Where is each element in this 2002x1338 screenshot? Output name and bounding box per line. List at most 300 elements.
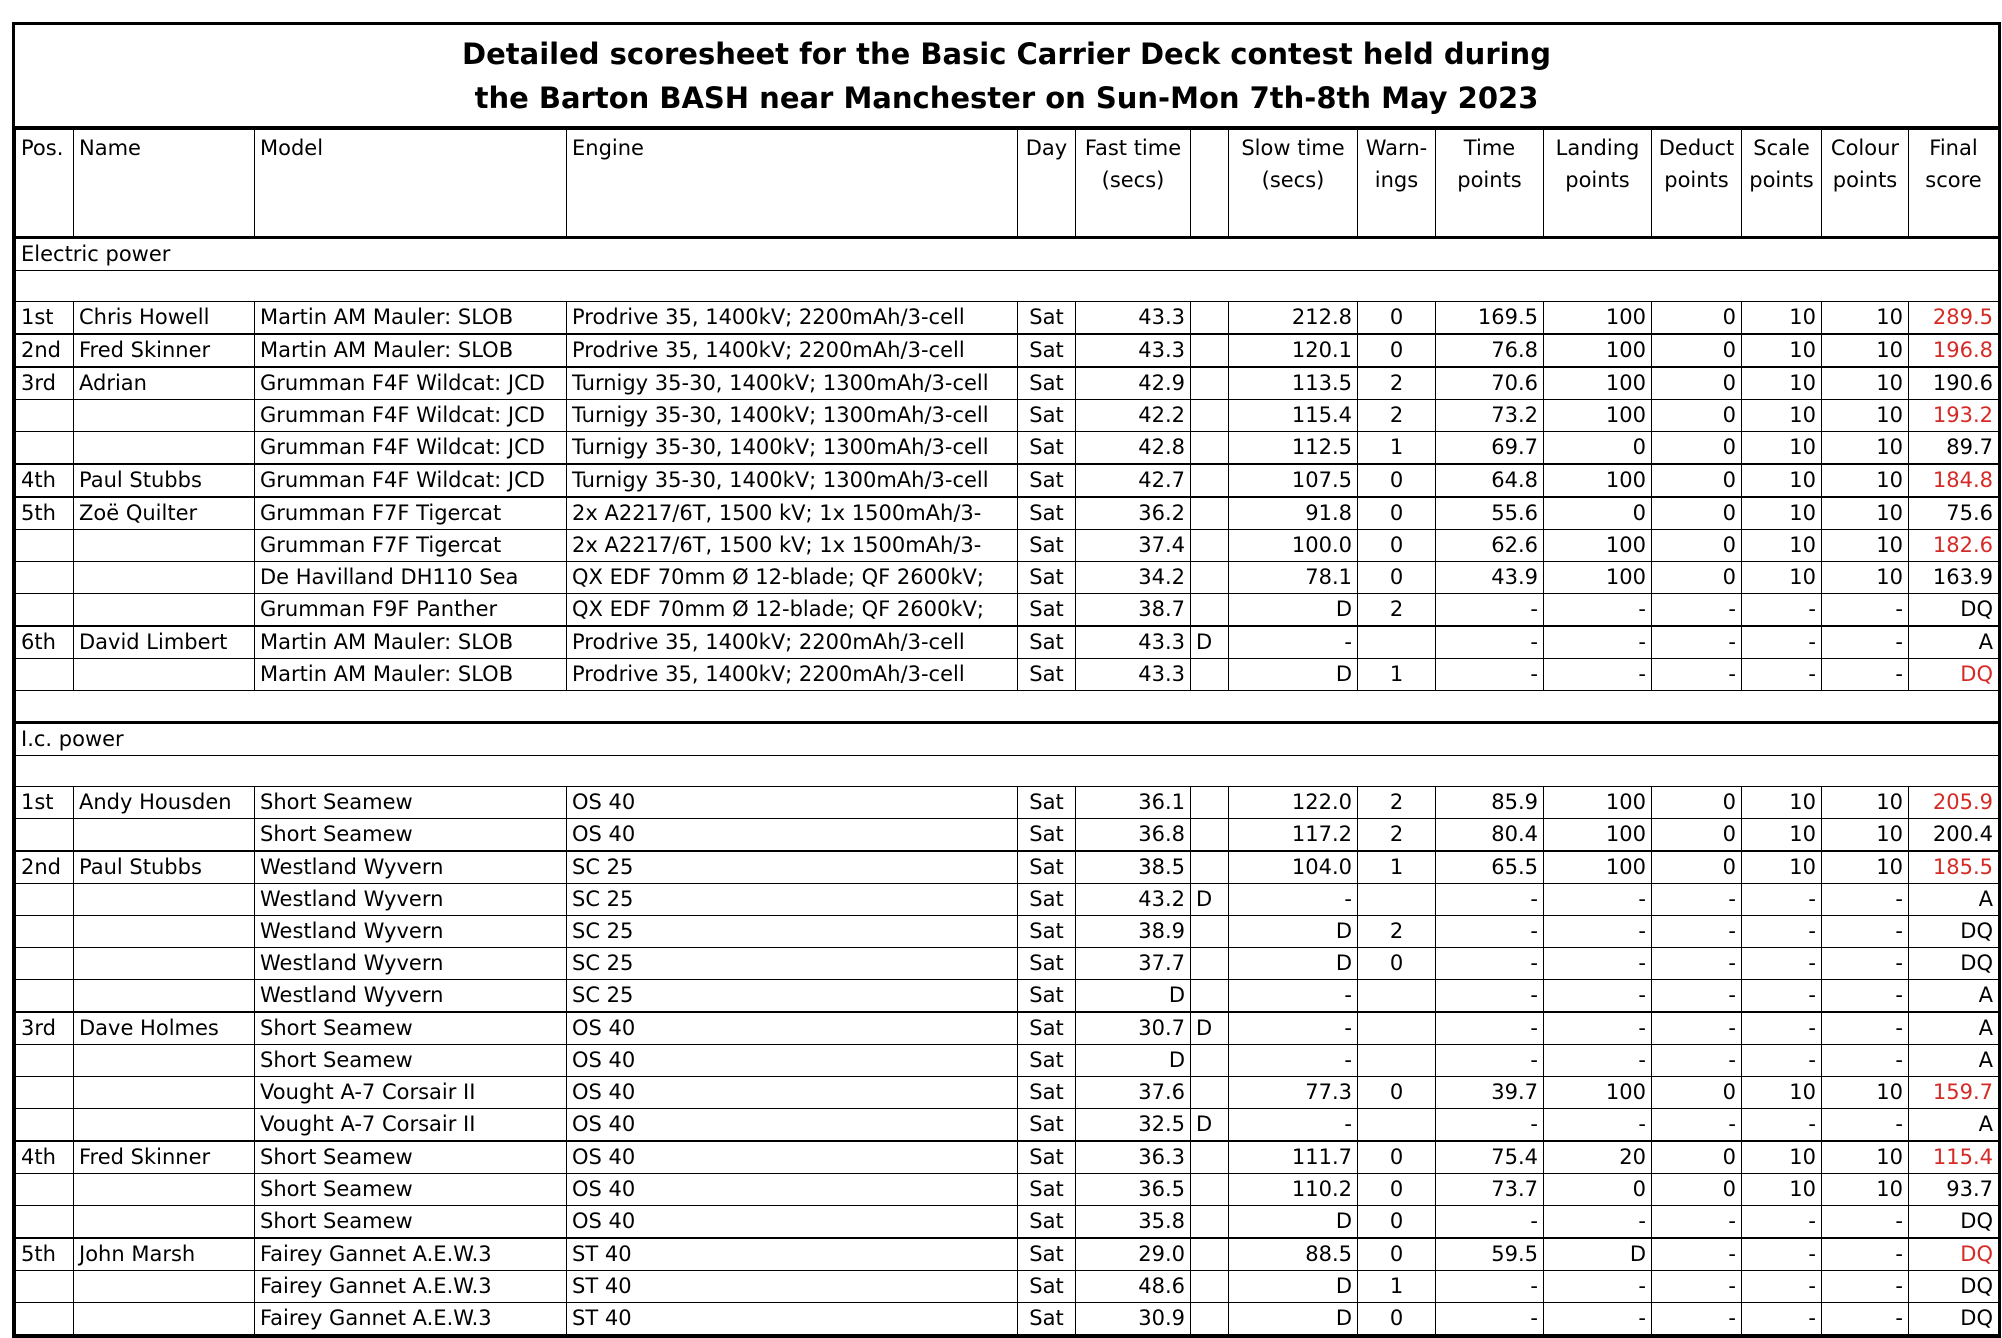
engine-cell: OS 40 <box>567 819 1018 852</box>
pos-cell <box>16 1303 74 1335</box>
warnings-cell: 0 <box>1358 562 1436 594</box>
engine-cell: 2x A2217/6T, 1500 kV; 1x 1500mAh/3- <box>567 497 1018 530</box>
warnings-cell: 0 <box>1358 1077 1436 1109</box>
day-cell: Sat <box>1018 1238 1076 1271</box>
table-row <box>16 1206 1999 1239</box>
section-label: I.c. power <box>16 723 1999 756</box>
colour-points-cell: 10 <box>1822 819 1909 852</box>
name-cell: David Limbert <box>74 626 255 659</box>
landing-points-cell: - <box>1544 1045 1652 1077</box>
pos-cell: 5th <box>16 497 74 530</box>
pos-cell: 6th <box>16 626 74 659</box>
final-score-cell: DQ <box>1909 948 1999 980</box>
model-cell: Short Seamew <box>255 819 567 852</box>
slow-time-cell: D <box>1229 594 1358 627</box>
engine-cell: SC 25 <box>567 948 1018 980</box>
final-score-cell: 190.6 <box>1909 367 1999 400</box>
section-gap <box>16 691 1999 723</box>
score-table-body <box>16 238 1999 1335</box>
name-cell <box>74 432 255 465</box>
name-cell <box>74 1109 255 1142</box>
colour-points-cell: - <box>1822 884 1909 916</box>
final-score-cell: 185.5 <box>1909 851 1999 884</box>
warnings-cell: 2 <box>1358 400 1436 432</box>
final-score-cell: 115.4 <box>1909 1141 1999 1174</box>
final-score-cell: 182.6 <box>1909 530 1999 562</box>
time-points-cell: - <box>1436 1303 1544 1335</box>
table-row <box>16 497 1999 530</box>
landing-points-cell: 100 <box>1544 302 1652 335</box>
scale-points-cell: - <box>1742 1303 1822 1335</box>
table-row <box>16 948 1999 980</box>
deduct-points-cell: 0 <box>1652 1174 1742 1206</box>
header-slow-time: Slow time (secs) <box>1229 130 1358 238</box>
final-score-cell: 89.7 <box>1909 432 1999 465</box>
fast-time-cell: 35.8 <box>1076 1206 1191 1239</box>
final-score-cell: 196.8 <box>1909 334 1999 367</box>
flag-cell <box>1191 1206 1229 1239</box>
landing-points-cell: 100 <box>1544 1077 1652 1109</box>
warnings-cell: 0 <box>1358 497 1436 530</box>
engine-cell: Prodrive 35, 1400kV; 2200mAh/3-cell <box>567 334 1018 367</box>
deduct-points-cell: - <box>1652 1238 1742 1271</box>
day-cell: Sat <box>1018 787 1076 819</box>
flag-cell <box>1191 948 1229 980</box>
pos-cell: 2nd <box>16 334 74 367</box>
colour-points-cell: - <box>1822 1109 1909 1142</box>
flag-cell <box>1191 1303 1229 1335</box>
slow-time-cell: 78.1 <box>1229 562 1358 594</box>
engine-cell: Turnigy 35-30, 1400kV; 1300mAh/3-cell <box>567 400 1018 432</box>
model-cell: Westland Wyvern <box>255 851 567 884</box>
fast-time-cell: D <box>1076 980 1191 1013</box>
scale-points-cell: 10 <box>1742 819 1822 852</box>
time-points-cell: - <box>1436 594 1544 627</box>
name-cell: Adrian <box>74 367 255 400</box>
slow-time-cell: - <box>1229 980 1358 1013</box>
pos-cell: 4th <box>16 1141 74 1174</box>
name-cell <box>74 948 255 980</box>
final-score-cell: DQ <box>1909 1271 1999 1303</box>
engine-cell: OS 40 <box>567 1045 1018 1077</box>
model-cell: Short Seamew <box>255 1141 567 1174</box>
deduct-points-cell: 0 <box>1652 819 1742 852</box>
landing-points-cell: - <box>1544 594 1652 627</box>
fast-time-cell: 43.3 <box>1076 334 1191 367</box>
colour-points-cell: 10 <box>1822 530 1909 562</box>
final-score-cell: A <box>1909 1012 1999 1045</box>
colour-points-cell: 10 <box>1822 562 1909 594</box>
landing-points-cell: - <box>1544 1303 1652 1335</box>
scale-points-cell: - <box>1742 659 1822 691</box>
table-row <box>16 980 1999 1013</box>
day-cell: Sat <box>1018 851 1076 884</box>
final-score-cell: 93.7 <box>1909 1174 1999 1206</box>
engine-cell: OS 40 <box>567 787 1018 819</box>
landing-points-cell: 0 <box>1544 497 1652 530</box>
model-cell: Short Seamew <box>255 1174 567 1206</box>
fast-time-cell: D <box>1076 1045 1191 1077</box>
flag-cell <box>1191 464 1229 497</box>
engine-cell: OS 40 <box>567 1174 1018 1206</box>
scale-points-cell: 10 <box>1742 334 1822 367</box>
slow-time-cell: D <box>1229 1303 1358 1335</box>
flag-cell <box>1191 432 1229 465</box>
engine-cell: QX EDF 70mm Ø 12-blade; QF 2600kV; <box>567 562 1018 594</box>
landing-points-cell: 100 <box>1544 400 1652 432</box>
table-row <box>16 302 1999 335</box>
colour-points-cell: 10 <box>1822 334 1909 367</box>
section-spacer <box>16 271 1999 302</box>
table-row <box>16 916 1999 948</box>
model-cell: Grumman F7F Tigercat <box>255 530 567 562</box>
deduct-points-cell: 0 <box>1652 530 1742 562</box>
engine-cell: ST 40 <box>567 1303 1018 1335</box>
score-table <box>15 129 1999 1335</box>
flag-cell <box>1191 851 1229 884</box>
colour-points-cell: 10 <box>1822 851 1909 884</box>
flag-cell <box>1191 400 1229 432</box>
pos-cell <box>16 530 74 562</box>
warnings-cell: 0 <box>1358 1303 1436 1335</box>
engine-cell: ST 40 <box>567 1238 1018 1271</box>
table-row <box>16 819 1999 852</box>
table-row <box>16 594 1999 627</box>
fast-time-cell: 48.6 <box>1076 1271 1191 1303</box>
final-score-cell: 200.4 <box>1909 819 1999 852</box>
header-time-points: Time points <box>1436 130 1544 238</box>
deduct-points-cell: 0 <box>1652 562 1742 594</box>
engine-cell: SC 25 <box>567 980 1018 1013</box>
scale-points-cell: - <box>1742 916 1822 948</box>
day-cell: Sat <box>1018 562 1076 594</box>
pos-cell <box>16 819 74 852</box>
fast-time-cell: 30.7 <box>1076 1012 1191 1045</box>
day-cell: Sat <box>1018 819 1076 852</box>
time-points-cell: 69.7 <box>1436 432 1544 465</box>
table-row <box>16 367 1999 400</box>
warnings-cell <box>1358 980 1436 1013</box>
table-row <box>16 851 1999 884</box>
deduct-points-cell: - <box>1652 1012 1742 1045</box>
page-title <box>15 25 1998 129</box>
colour-points-cell: 10 <box>1822 400 1909 432</box>
time-points-cell: - <box>1436 1271 1544 1303</box>
deduct-points-cell: 0 <box>1652 787 1742 819</box>
day-cell: Sat <box>1018 1303 1076 1335</box>
name-cell: John Marsh <box>74 1238 255 1271</box>
final-score-cell: A <box>1909 980 1999 1013</box>
name-cell <box>74 916 255 948</box>
colour-points-cell: 10 <box>1822 1174 1909 1206</box>
colour-points-cell: 10 <box>1822 302 1909 335</box>
name-cell <box>74 562 255 594</box>
deduct-points-cell: - <box>1652 1271 1742 1303</box>
name-cell <box>74 659 255 691</box>
table-row <box>16 400 1999 432</box>
landing-points-cell: - <box>1544 659 1652 691</box>
deduct-points-cell: - <box>1652 626 1742 659</box>
engine-cell: OS 40 <box>567 1012 1018 1045</box>
fast-time-cell: 42.2 <box>1076 400 1191 432</box>
scale-points-cell: 10 <box>1742 1141 1822 1174</box>
scale-points-cell: - <box>1742 948 1822 980</box>
model-cell: Fairey Gannet A.E.W.3 <box>255 1271 567 1303</box>
time-points-cell: 80.4 <box>1436 819 1544 852</box>
colour-points-cell: - <box>1822 1206 1909 1239</box>
engine-cell: OS 40 <box>567 1206 1018 1239</box>
scale-points-cell: 10 <box>1742 530 1822 562</box>
landing-points-cell: - <box>1544 948 1652 980</box>
time-points-cell: 39.7 <box>1436 1077 1544 1109</box>
landing-points-cell: - <box>1544 980 1652 1013</box>
warnings-cell: 0 <box>1358 1206 1436 1239</box>
name-cell <box>74 594 255 627</box>
deduct-points-cell: 0 <box>1652 302 1742 335</box>
engine-cell: OS 40 <box>567 1077 1018 1109</box>
colour-points-cell: - <box>1822 1303 1909 1335</box>
warnings-cell: 1 <box>1358 432 1436 465</box>
deduct-points-cell: - <box>1652 916 1742 948</box>
colour-points-cell: - <box>1822 1238 1909 1271</box>
flag-cell <box>1191 530 1229 562</box>
landing-points-cell: - <box>1544 626 1652 659</box>
landing-points-cell: - <box>1544 1206 1652 1239</box>
day-cell: Sat <box>1018 302 1076 335</box>
fast-time-cell: 36.1 <box>1076 787 1191 819</box>
fast-time-cell: 43.3 <box>1076 626 1191 659</box>
fast-time-cell: 30.9 <box>1076 1303 1191 1335</box>
landing-points-cell: - <box>1544 1109 1652 1142</box>
scale-points-cell: 10 <box>1742 497 1822 530</box>
deduct-points-cell: - <box>1652 1206 1742 1239</box>
table-row <box>16 1174 1999 1206</box>
day-cell: Sat <box>1018 400 1076 432</box>
deduct-points-cell: 0 <box>1652 1141 1742 1174</box>
time-points-cell: - <box>1436 1206 1544 1239</box>
scale-points-cell: 10 <box>1742 562 1822 594</box>
section-header <box>16 723 1999 756</box>
time-points-cell: 64.8 <box>1436 464 1544 497</box>
warnings-cell: 0 <box>1358 334 1436 367</box>
warnings-cell: 0 <box>1358 530 1436 562</box>
slow-time-cell: D <box>1229 1271 1358 1303</box>
name-cell: Paul Stubbs <box>74 851 255 884</box>
model-cell: Grumman F9F Panther <box>255 594 567 627</box>
slow-time-cell: D <box>1229 916 1358 948</box>
flag-cell <box>1191 980 1229 1013</box>
engine-cell: ST 40 <box>567 1271 1018 1303</box>
final-score-cell: 159.7 <box>1909 1077 1999 1109</box>
warnings-cell: 2 <box>1358 819 1436 852</box>
slow-time-cell: 77.3 <box>1229 1077 1358 1109</box>
scale-points-cell: 10 <box>1742 1077 1822 1109</box>
deduct-points-cell: - <box>1652 1109 1742 1142</box>
table-row <box>16 1303 1999 1335</box>
warnings-cell: 1 <box>1358 659 1436 691</box>
final-score-cell: 289.5 <box>1909 302 1999 335</box>
final-score-cell: DQ <box>1909 659 1999 691</box>
model-cell: Vought A-7 Corsair II <box>255 1077 567 1109</box>
colour-points-cell: - <box>1822 626 1909 659</box>
header-landing-points: Landing points <box>1544 130 1652 238</box>
flag-cell <box>1191 1271 1229 1303</box>
name-cell <box>74 1303 255 1335</box>
landing-points-cell: - <box>1544 916 1652 948</box>
flag-cell <box>1191 659 1229 691</box>
fast-time-cell: 36.3 <box>1076 1141 1191 1174</box>
warnings-cell <box>1358 884 1436 916</box>
model-cell: Short Seamew <box>255 787 567 819</box>
name-cell <box>74 400 255 432</box>
slow-time-cell: 111.7 <box>1229 1141 1358 1174</box>
name-cell: Paul Stubbs <box>74 464 255 497</box>
scale-points-cell: - <box>1742 1238 1822 1271</box>
pos-cell <box>16 1206 74 1239</box>
pos-cell <box>16 1271 74 1303</box>
time-points-cell: - <box>1436 626 1544 659</box>
header-warnings: Warn-ings <box>1358 130 1436 238</box>
warnings-cell: 0 <box>1358 464 1436 497</box>
colour-points-cell: 10 <box>1822 787 1909 819</box>
model-cell: De Havilland DH110 Sea <box>255 562 567 594</box>
day-cell: Sat <box>1018 1141 1076 1174</box>
colour-points-cell: - <box>1822 948 1909 980</box>
header-fast-time: Fast time (secs) <box>1076 130 1191 238</box>
landing-points-cell: 0 <box>1544 432 1652 465</box>
section-header <box>16 238 1999 271</box>
slow-time-cell: 110.2 <box>1229 1174 1358 1206</box>
engine-cell: Turnigy 35-30, 1400kV; 1300mAh/3-cell <box>567 432 1018 465</box>
landing-points-cell: 100 <box>1544 464 1652 497</box>
engine-cell: Turnigy 35-30, 1400kV; 1300mAh/3-cell <box>567 464 1018 497</box>
scale-points-cell: - <box>1742 594 1822 627</box>
warnings-cell <box>1358 1012 1436 1045</box>
warnings-cell: 0 <box>1358 302 1436 335</box>
engine-cell: QX EDF 70mm Ø 12-blade; QF 2600kV; <box>567 594 1018 627</box>
time-points-cell: 55.6 <box>1436 497 1544 530</box>
model-cell: Vought A-7 Corsair II <box>255 1109 567 1142</box>
slow-time-cell: 120.1 <box>1229 334 1358 367</box>
deduct-points-cell: - <box>1652 884 1742 916</box>
model-cell: Grumman F4F Wildcat: JCD <box>255 464 567 497</box>
header-engine: Engine <box>567 130 1018 238</box>
day-cell: Sat <box>1018 367 1076 400</box>
title-line-1: Detailed scoresheet for the Basic Carrier Deck contest held during <box>462 36 1551 71</box>
name-cell: Zoë Quilter <box>74 497 255 530</box>
section-spacer-cell <box>16 756 1999 787</box>
flag-cell <box>1191 916 1229 948</box>
model-cell: Fairey Gannet A.E.W.3 <box>255 1238 567 1271</box>
final-score-cell: 184.8 <box>1909 464 1999 497</box>
warnings-cell: 2 <box>1358 916 1436 948</box>
landing-points-cell: 100 <box>1544 530 1652 562</box>
fast-time-cell: 37.6 <box>1076 1077 1191 1109</box>
header-deduct-points: Deduct points <box>1652 130 1742 238</box>
warnings-cell: 0 <box>1358 948 1436 980</box>
slow-time-cell: 104.0 <box>1229 851 1358 884</box>
name-cell: Chris Howell <box>74 302 255 335</box>
slow-time-cell: 112.5 <box>1229 432 1358 465</box>
fast-time-cell: 43.3 <box>1076 659 1191 691</box>
pos-cell <box>16 659 74 691</box>
deduct-points-cell: 0 <box>1652 497 1742 530</box>
deduct-points-cell: 0 <box>1652 464 1742 497</box>
slow-time-cell: 100.0 <box>1229 530 1358 562</box>
scale-points-cell: - <box>1742 884 1822 916</box>
header-day: Day <box>1018 130 1076 238</box>
final-score-cell: A <box>1909 626 1999 659</box>
fast-time-cell: 43.2 <box>1076 884 1191 916</box>
flag-cell: D <box>1191 1109 1229 1142</box>
fast-time-cell: 42.8 <box>1076 432 1191 465</box>
pos-cell: 2nd <box>16 851 74 884</box>
pos-cell <box>16 400 74 432</box>
warnings-cell <box>1358 626 1436 659</box>
day-cell: Sat <box>1018 916 1076 948</box>
model-cell: Westland Wyvern <box>255 948 567 980</box>
final-score-cell: DQ <box>1909 1238 1999 1271</box>
time-points-cell: 169.5 <box>1436 302 1544 335</box>
flag-cell <box>1191 497 1229 530</box>
scale-points-cell: 10 <box>1742 400 1822 432</box>
table-row <box>16 334 1999 367</box>
header-name: Name <box>74 130 255 238</box>
header-pos: Pos. <box>16 130 74 238</box>
day-cell: Sat <box>1018 1012 1076 1045</box>
slow-time-cell: 88.5 <box>1229 1238 1358 1271</box>
time-points-cell: - <box>1436 659 1544 691</box>
slow-time-cell: D <box>1229 659 1358 691</box>
section-label: Electric power <box>16 238 1999 271</box>
fast-time-cell: 36.5 <box>1076 1174 1191 1206</box>
scale-points-cell: 10 <box>1742 464 1822 497</box>
colour-points-cell: 10 <box>1822 367 1909 400</box>
section-gap-cell <box>16 691 1999 723</box>
scale-points-cell: - <box>1742 1045 1822 1077</box>
flag-cell <box>1191 1174 1229 1206</box>
model-cell: Westland Wyvern <box>255 980 567 1013</box>
time-points-cell: 85.9 <box>1436 787 1544 819</box>
engine-cell: OS 40 <box>567 1109 1018 1142</box>
header-colour-points: Colour points <box>1822 130 1909 238</box>
deduct-points-cell: - <box>1652 980 1742 1013</box>
colour-points-cell: 10 <box>1822 497 1909 530</box>
deduct-points-cell: 0 <box>1652 400 1742 432</box>
pos-cell: 3rd <box>16 1012 74 1045</box>
time-points-cell: 75.4 <box>1436 1141 1544 1174</box>
fast-time-cell: 42.9 <box>1076 367 1191 400</box>
time-points-cell: - <box>1436 948 1544 980</box>
slow-time-cell: 115.4 <box>1229 400 1358 432</box>
section-spacer <box>16 756 1999 787</box>
table-row <box>16 562 1999 594</box>
slow-time-cell: - <box>1229 626 1358 659</box>
flag-cell: D <box>1191 626 1229 659</box>
day-cell: Sat <box>1018 1077 1076 1109</box>
slow-time-cell: 117.2 <box>1229 819 1358 852</box>
colour-points-cell: - <box>1822 1271 1909 1303</box>
time-points-cell: 43.9 <box>1436 562 1544 594</box>
table-row <box>16 530 1999 562</box>
table-row <box>16 884 1999 916</box>
pos-cell <box>16 1045 74 1077</box>
pos-cell <box>16 432 74 465</box>
header-flag <box>1191 130 1229 238</box>
table-row <box>16 464 1999 497</box>
name-cell <box>74 1206 255 1239</box>
final-score-cell: A <box>1909 884 1999 916</box>
